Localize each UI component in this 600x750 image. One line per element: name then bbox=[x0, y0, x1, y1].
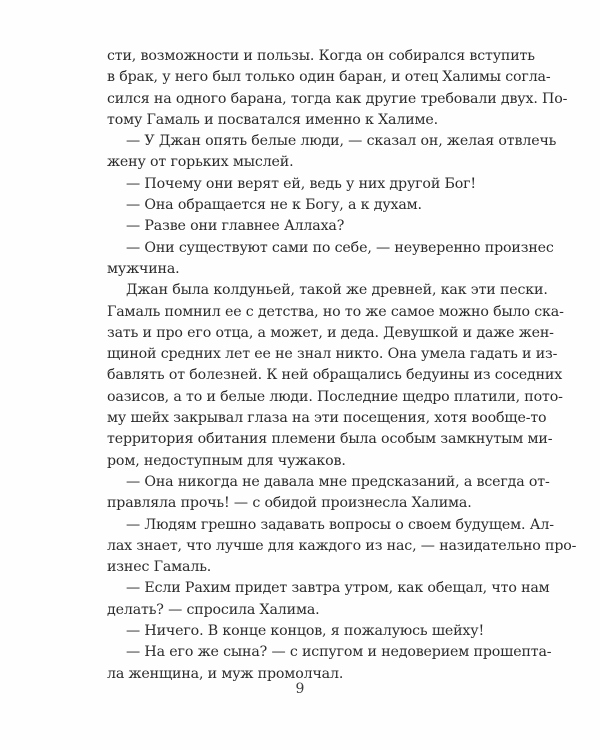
text-line: ром, недоступным для чужаков. bbox=[107, 452, 346, 469]
text-line: бавлять от болезней. К ней обращались бедуины из соседних bbox=[107, 367, 563, 384]
text-line: сти, возможности и пользы. Когда он собирался вступить bbox=[107, 48, 535, 64]
text-line: — У Джан опять белые люди, — сказал он, желая отвлечь bbox=[126, 133, 557, 150]
text-line: территория обитания племени была особым замкнутым ми- bbox=[107, 431, 553, 448]
text-line: щиной средних лет ее не знал никто. Она умела гадать и из- bbox=[107, 346, 558, 363]
text-line: — Она никогда не давала мне предсказаний, а всегда от- bbox=[126, 473, 550, 490]
text-line: — Ничего. В конце концов, я пожалуюсь шейху! bbox=[126, 623, 485, 640]
text-line: зать и про его отца, а может, и деда. Девушкой и даже жен- bbox=[107, 324, 554, 341]
text-line: — Разве они главнее Аллаха? bbox=[126, 218, 345, 235]
text-line: му шейх закрывал глаза на эти посещения, хотя вообще-то bbox=[107, 410, 547, 427]
text-line: ла женщина, и муж промолчал. bbox=[107, 665, 344, 682]
text-line: — Людям грешно задавать вопросы о своем будущем. Ал- bbox=[126, 516, 554, 533]
text-line: делать? — спросила Халима. bbox=[107, 601, 320, 618]
text-line: изнес Гамаль. bbox=[107, 559, 212, 576]
body-text bbox=[107, 46, 577, 685]
text-line: тому Гамаль и посватался именно к Халиме. bbox=[107, 111, 439, 128]
text-line: Джан была колдуньей, такой же древней, как эти пески. bbox=[126, 282, 548, 299]
text-line: — Если Рахим придет завтра утром, как обещал, что нам bbox=[126, 580, 550, 597]
text-line: — Она обращается не к Богу, а к духам. bbox=[126, 197, 422, 214]
text-line: правляла прочь! — с обидой произнесла Халима. bbox=[107, 495, 472, 512]
text-line: — На его же сына? — с испугом и недоверием прошепта- bbox=[126, 644, 552, 661]
text-line: жену от горьких мыслей. bbox=[107, 154, 294, 171]
text-line: мужчина. bbox=[107, 260, 180, 277]
text-line: — Они существуют сами по себе, — неуверенно произнес bbox=[126, 239, 554, 256]
text-line: сился на одного барана, тогда как другие требовали двух. По- bbox=[107, 90, 568, 107]
page-number: 9 bbox=[295, 681, 305, 697]
text-line: Гамаль помнил ее с детства, но то же самое можно было ска- bbox=[107, 303, 564, 320]
text-line: в брак, у него был только один баран, и отец Халимы согла- bbox=[107, 69, 551, 86]
text-line: оазисов, а то и белые люди. Последние щедро платили, пото- bbox=[107, 388, 563, 405]
text-line: лах знает, что лучше для каждого из нас, — назидательно про- bbox=[107, 537, 577, 554]
text-line: — Почему они верят ей, ведь у них другой Бог! bbox=[126, 175, 476, 192]
